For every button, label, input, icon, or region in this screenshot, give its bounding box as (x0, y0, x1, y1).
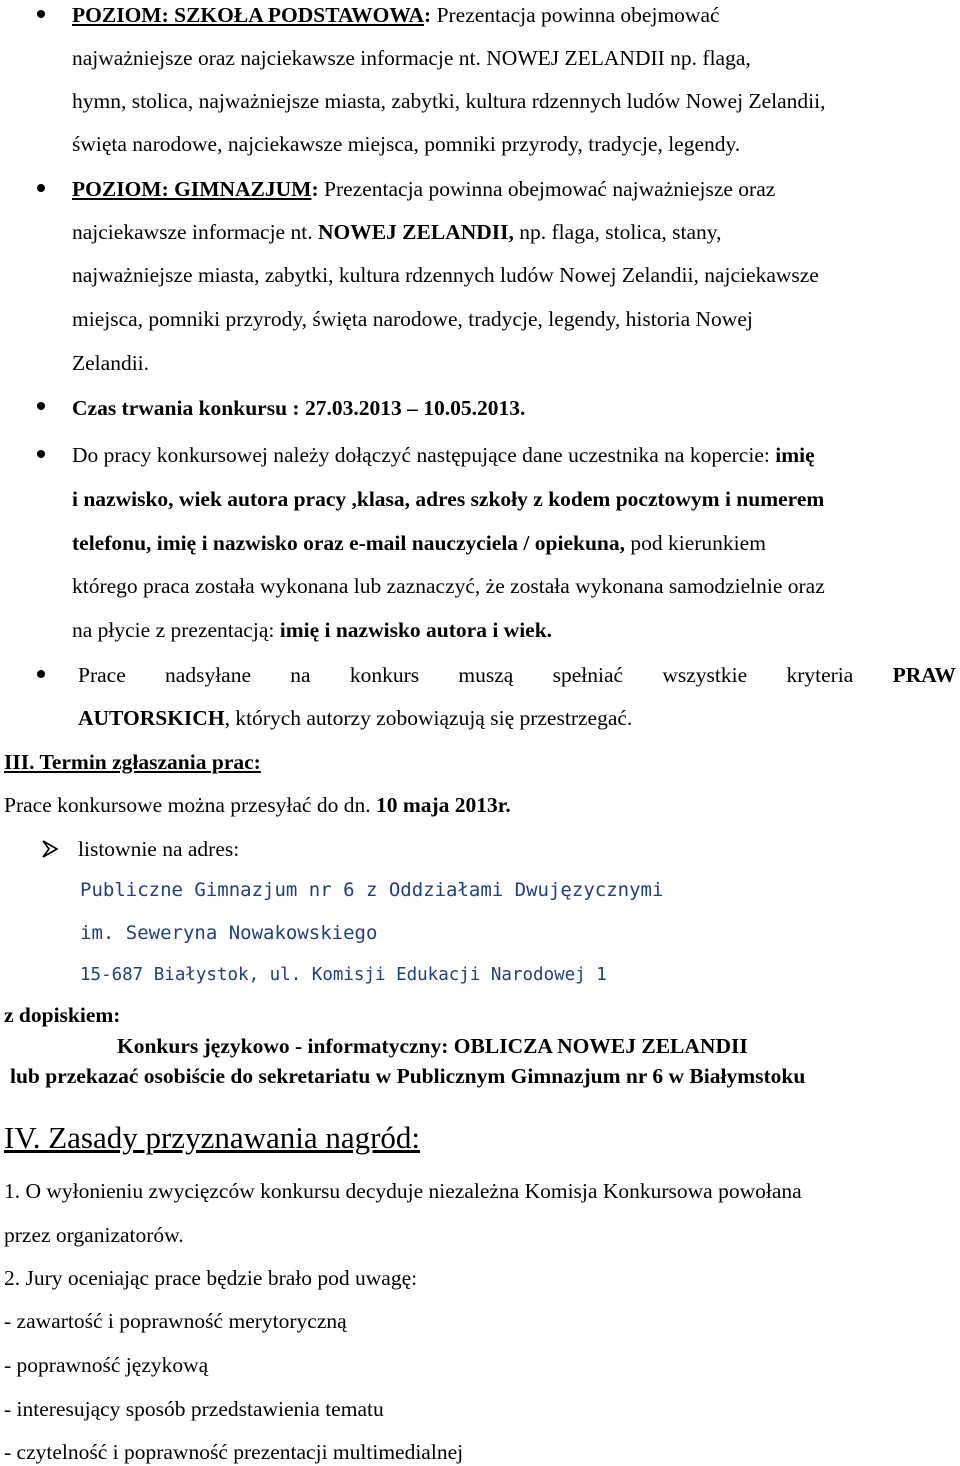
bullet-icon (37, 402, 45, 410)
submission-deadline: Prace konkursowe można przesyłać do dn. 10 maja 2013r. (4, 793, 511, 817)
bullet1-line3: hymn, stolica, najważniejsze miasta, zabytki, kultura rdzennych ludów Nowej Zelandii, (72, 89, 826, 113)
personal-delivery-text: lub przekazać osobiście do sekretariatu w Publicznym Gimnazjum nr 6 w Białymstoku (10, 1064, 806, 1088)
bullet4-line3: telefonu, imię i nazwisko oraz e-mail nauczyciela / opiekuna, pod kierunkiem (72, 531, 766, 555)
bullet4-line1: Do pracy konkursowej należy dołączyć następujące dane uczestnika na kopercie: imię (72, 443, 815, 467)
duration-label: Czas trwania konkursu (72, 396, 288, 420)
bullet-icon (37, 184, 45, 192)
address-line-3: 15-687 Białystok, ul. Komisji Edukacji Narodowej 1 (80, 965, 607, 985)
rule1-line2: przez organizatorów. (4, 1223, 184, 1247)
bullet5-line1: Prace nadsyłane na konkurs muszą spełniać wszystkie kryteria PRAW (78, 663, 956, 687)
level-primary-label: POZIOM: SZKOŁA PODSTAWOWA (72, 3, 425, 27)
bullet2-line1: POZIOM: GIMNAZJUM: Prezentacja powinna obejmować najważniejsze oraz (72, 177, 776, 201)
annotation-label: z dopiskiem: (4, 1003, 121, 1027)
rule1-line1: 1. O wyłonieniu zwycięzców konkursu decyduje niezależna Komisja Konkursowa powołana (4, 1179, 802, 1203)
address-line-2: im. Seweryna Nowakowskiego (80, 922, 378, 944)
bullet1-line2: najważniejsze oraz najciekawsze informacje nt. NOWEJ ZELANDII np. flaga, (72, 46, 751, 70)
criteria-item: - czytelność i poprawność prezentacji multimedialnej (4, 1440, 464, 1464)
bullet5-line2: AUTORSKICH, których autorzy zobowiązują się przestrzegać. (78, 706, 633, 730)
rule2: 2. Jury oceniając prace będzie brało pod uwagę: (4, 1266, 418, 1290)
bullet-icon (37, 450, 45, 458)
address-line-1: Publiczne Gimnazjum nr 6 z Oddziałami Dwujęzycznymi (80, 879, 664, 901)
bullet1-line4: święta narodowe, najciekawsze miejsca, pomniki przyrody, tradycje, legendy. (72, 132, 741, 156)
level-gimnazjum-label: POZIOM: GIMNAZJUM (72, 177, 312, 201)
arrowhead-bullet-icon (42, 840, 58, 858)
criteria-item: - interesujący sposób przedstawienia tematu (4, 1397, 384, 1421)
bullet4-line4: którego praca została wykonana lub zaznaczyć, że została wykonana samodzielnie oraz (72, 574, 825, 598)
mail-option-label: listownie na adres: (78, 837, 240, 861)
criteria-item: - poprawność językową (4, 1353, 209, 1377)
section4-heading: IV. Zasady przyznawania nagród: (4, 1120, 421, 1155)
bullet-icon (37, 10, 45, 18)
section3-heading: III. Termin zgłaszania prac: (4, 750, 261, 774)
bullet3-line1: Czas trwania konkursu : 27.03.2013 – 10.05.2013. (72, 396, 526, 420)
annotation-text: Konkurs językowo - informatyczny: OBLICZA NOWEJ ZELANDII (117, 1034, 748, 1058)
bullet4-line2: i nazwisko, wiek autora pracy ,klasa, adres szkoły z kodem pocztowym i numerem (72, 487, 825, 511)
bullet2-line4: miejsca, pomniki przyrody, święta narodowe, tradycje, legendy, historia Nowej (72, 307, 753, 331)
criteria-item: - zawartość i poprawność merytoryczną (4, 1309, 347, 1333)
bullet-icon (37, 670, 45, 678)
bullet2-line5: Zelandii. (72, 351, 150, 375)
bullet2-line3: najważniejsze miasta, zabytki, kultura rdzennych ludów Nowej Zelandii, najciekawsze (72, 263, 819, 287)
bullet4-line5: na płycie z prezentacją: imię i nazwisko autora i wiek. (72, 618, 553, 642)
bullet1-line1: POZIOM: SZKOŁA PODSTAWOWA: Prezentacja powinna obejmować (72, 3, 720, 27)
bullet2-line2: najciekawsze informacje nt. NOWEJ ZELANDII, np. flaga, stolica, stany, (72, 220, 722, 244)
